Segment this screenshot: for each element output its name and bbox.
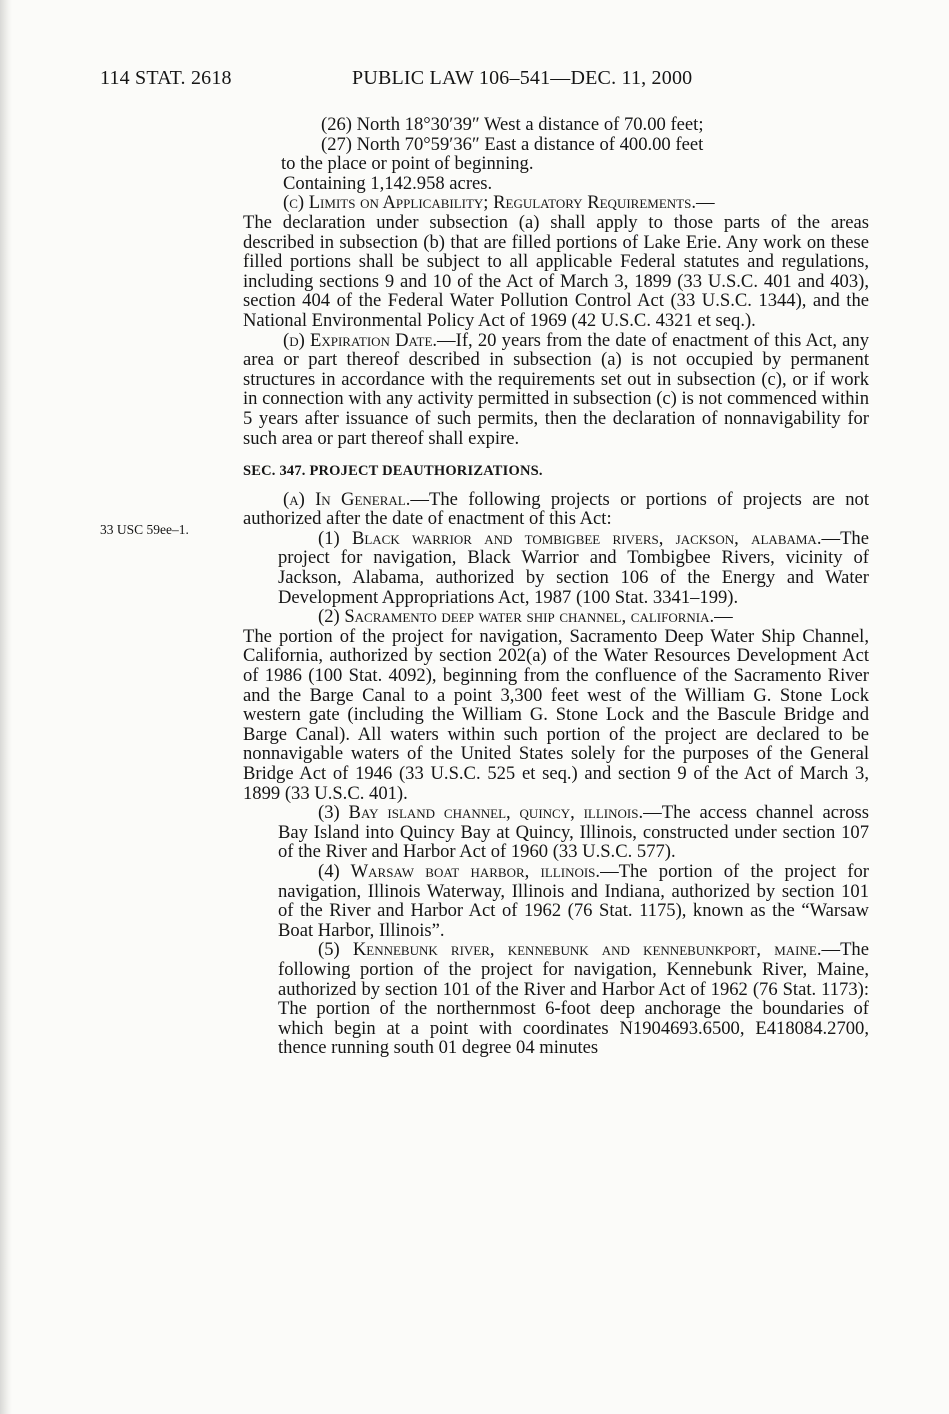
item-4-text: —The portion of the project for navigation, Illinois Waterway, Illinois and Indiana, authorized by section 101 of the River and Harbor Act of 1962 (76 Stat. 1175), known as the “Warsaw Boat Harbor, Illinois”.	[278, 860, 869, 941]
item-1-text: —The project for navigation, Black Warrior and Tombigbee Rivers, vicinity of Jackson, Alabama, authorized by section 106 of the Energy and Water Development Appropriations Act, 1987 (100 Stat. 3341–199).	[278, 527, 869, 608]
section-347-title: SEC. 347. PROJECT DEAUTHORIZATIONS.	[243, 463, 543, 480]
subsection-a-text: —The following projects or portions of projects are not authorized after the date of enactment of this Act:	[243, 488, 870, 530]
subsection-c-heading: (c) Limits on Applicability; Regulatory Requirements.—	[283, 192, 715, 214]
subsection-c	[243, 193, 869, 213]
paragraph-27	[243, 135, 869, 155]
stat-page-number: 114 STAT. 2618	[100, 67, 232, 89]
subsection-d-text: —If, 20 years from the date of enactment of this Act, any area or part thereof described in subsection (a) is not occupied by permanent structures in accordance with the requirements set out in subsection (c), or if work in connection with any activity permitted in subsection (c) is not commenced within 5 years after issuance of such permits, then the declaration of nonnavigability for such area or part thereof shall expire.	[243, 329, 870, 449]
subsection-a-heading: (a) In General.	[283, 488, 411, 510]
containing-acres: Containing 1,142.958 acres.	[283, 172, 493, 194]
main-text-column	[243, 115, 869, 1058]
public-law-title: PUBLIC LAW 106–541—DEC. 11, 2000	[352, 67, 693, 89]
item-2-text: The portion of the project for navigation, Sacramento Deep Water Ship Channel, California, authorized by section 202(a) of the Water Resources Development Act of 1986 (100 Stat. 4092), beginning from the confluence of the Sacramento River and the Barge Canal to a point 3,300 feet west of the William G. Stone Lock western gate (including the William G. Stone Lock and the Bascule Bridge and Barge Canal). All waters within such portion of the project are declared to be nonnavigable waters of the United States solely for the purposes of the General Bridge Act of 1946 (33 U.S.C. 525 et seq.) and section 9 of the Act of March 3, 1899 (33 U.S.C. 401).	[243, 625, 869, 804]
item-2-heading-line	[243, 607, 869, 627]
subsection-c-text: The declaration under subsection (a) shall apply to those parts of the areas described in subsection (b) that are filled portions of Lake Erie. Any work on these filled portions shall be subject to all applicable Federal statutes and regulations, including sections 9 and 10 of the Act of March 3, 1899 (33 U.S.C. 401 and 403), section 404 of the Federal Water Pollution Control Act (33 U.S.C. 1344), and the National Environmental Policy Act of 1969 (42 U.S.C. 4321 et seq.).	[243, 211, 869, 331]
item-3	[243, 803, 869, 862]
item-5	[243, 940, 869, 1058]
item-5-heading: (5) Kennebunk river, kennebunk and kennebunkport, maine.	[318, 939, 822, 961]
item-3-heading: (3) Bay island channel, quincy, illinois.	[318, 802, 644, 824]
item-4	[243, 862, 869, 940]
paragraph-27-text: (27) North 70°59′36″ East a distance of 400.00 feet	[321, 133, 704, 155]
item-2-heading: (2) Sacramento deep water ship channel, california.—	[318, 606, 733, 628]
paragraph-26: (26) North 18°30′39″ West a distance of 70.00 feet;	[321, 114, 704, 135]
subsection-d-heading: (d) Expiration Date.	[283, 329, 438, 351]
item-1-heading: (1) Black warrior and tombigbee rivers, jackson, alabama.	[318, 527, 822, 549]
item-5-text: —The following portion of the project for navigation, Kennebunk River, Maine, authorized by section 101 of the River and Harbor Act of 1962 (76 Stat. 1173): The portion of the northernmost 6-foot deep anchorage the boundaries of which begin at a point with coordinates N1904693.6500, E418084.2700, thence running south 01 degree 04 minutes	[278, 939, 869, 1059]
usc-margin-note: 33 USC 59ee–1.	[100, 522, 189, 537]
item-1	[243, 529, 869, 607]
page-edge-shadow	[0, 0, 12, 1414]
item-4-heading: (4) Warsaw boat harbor, illinois.	[318, 860, 601, 882]
item-3-text: —The access channel across Bay Island into Quincy Bay at Quincy, Illinois, constructed under section 107 of the River and Harbor Act of 1960 (33 U.S.C. 577).	[278, 802, 869, 863]
paragraph-27-continued: to the place or point of beginning.	[281, 153, 534, 175]
subsection-d	[243, 331, 869, 449]
subsection-a	[243, 490, 869, 529]
